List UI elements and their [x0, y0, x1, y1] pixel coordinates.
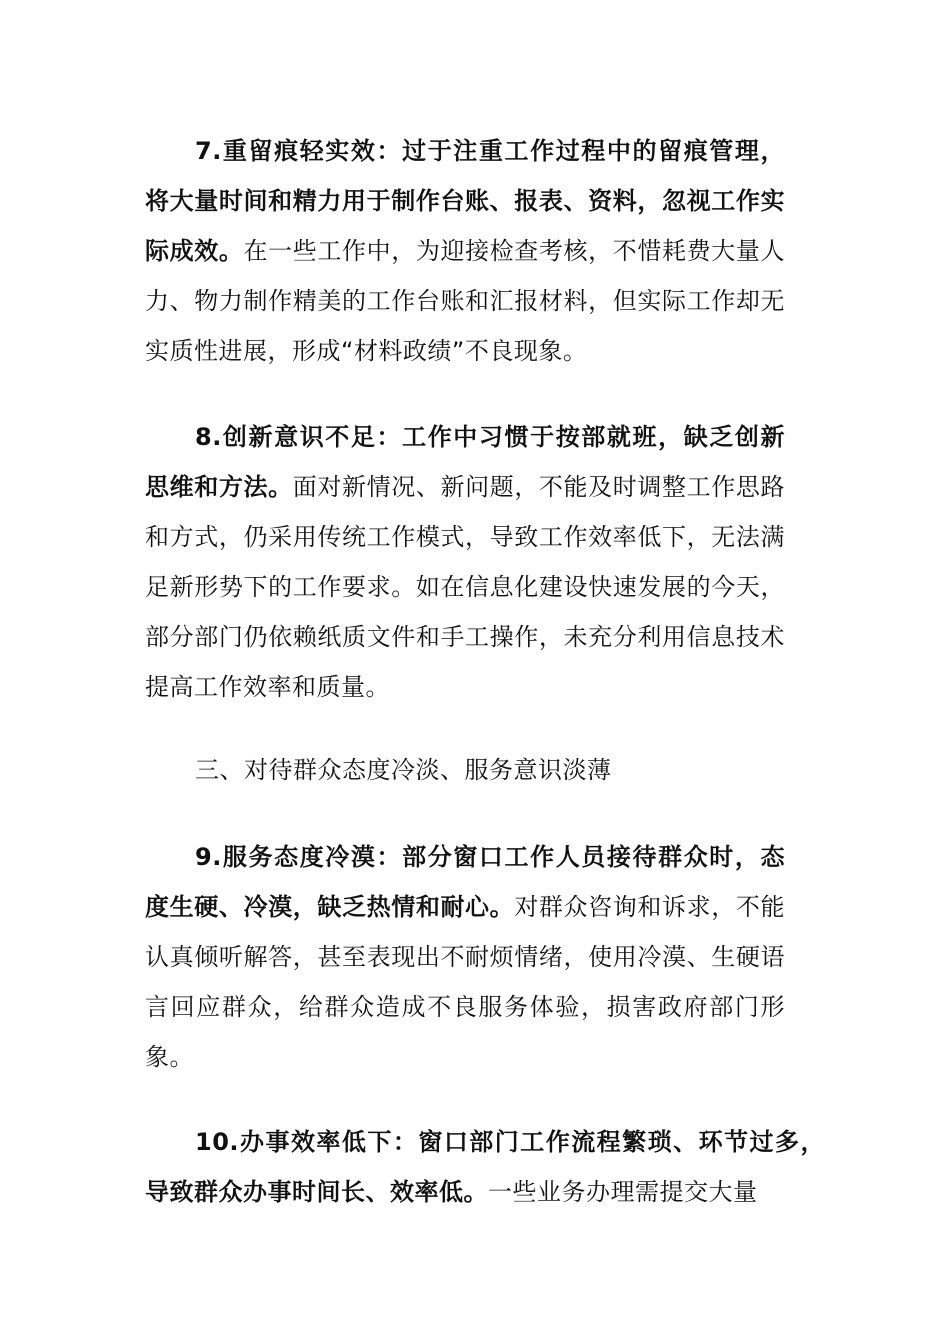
- paragraph-7-lead: 7.重留痕轻实效：过于注重工作过程中的留痕管理，将大量时间和精力用于制作台账、报表、资料，忽视工作实际成效。: [145, 137, 785, 265]
- paragraph-9: [145, 832, 785, 1082]
- paragraph-10: [145, 1117, 825, 1217]
- paragraph-8: [145, 412, 785, 712]
- paragraph-8-lead: 8.创新意识不足：工作中习惯于按部就班，缺乏创新思维和方法。: [145, 423, 785, 501]
- section-heading: 三、对待群众态度冷淡、服务意识淡薄: [195, 756, 612, 784]
- paragraph-8-body: 面对新情况、新问题，不能及时调整工作思路和方式，仍采用传统工作模式，导致工作效率低下，无法满足新形势下的工作要求。如在信息化建设快速发展的今天，部分部门仍依赖纸质文件和手工操作，未充分利用信息技术提高工作效率和质量。: [145, 473, 786, 701]
- paragraph-9-body: 对群众咨询和诉求，不能认真倾听解答，甚至表现出不耐烦情绪，使用冷漠、生硬语言回应群众，给群众造成不良服务体验，损害政府部门形象。: [145, 893, 786, 1071]
- paragraph-10-body: 一些业务办理需提交大量: [488, 1178, 758, 1206]
- paragraph-7: [145, 126, 785, 376]
- paragraph-9-lead: 9.服务态度冷漠：部分窗口工作人员接待群众时，态度生硬、冷漠，缺乏热情和耐心。: [145, 843, 785, 921]
- paragraph-10-lead: 10.办事效率低下：窗口部门工作流程繁琐、环节过多，导致群众办事时间长、效率低。: [145, 1128, 825, 1206]
- paragraph-7-body: 在一些工作中，为迎接检查考核，不惜耗费大量人力、物力制作精美的工作台账和汇报材料，但实际工作却无实质性进展，形成“材料政绩”不良现象。: [145, 237, 786, 365]
